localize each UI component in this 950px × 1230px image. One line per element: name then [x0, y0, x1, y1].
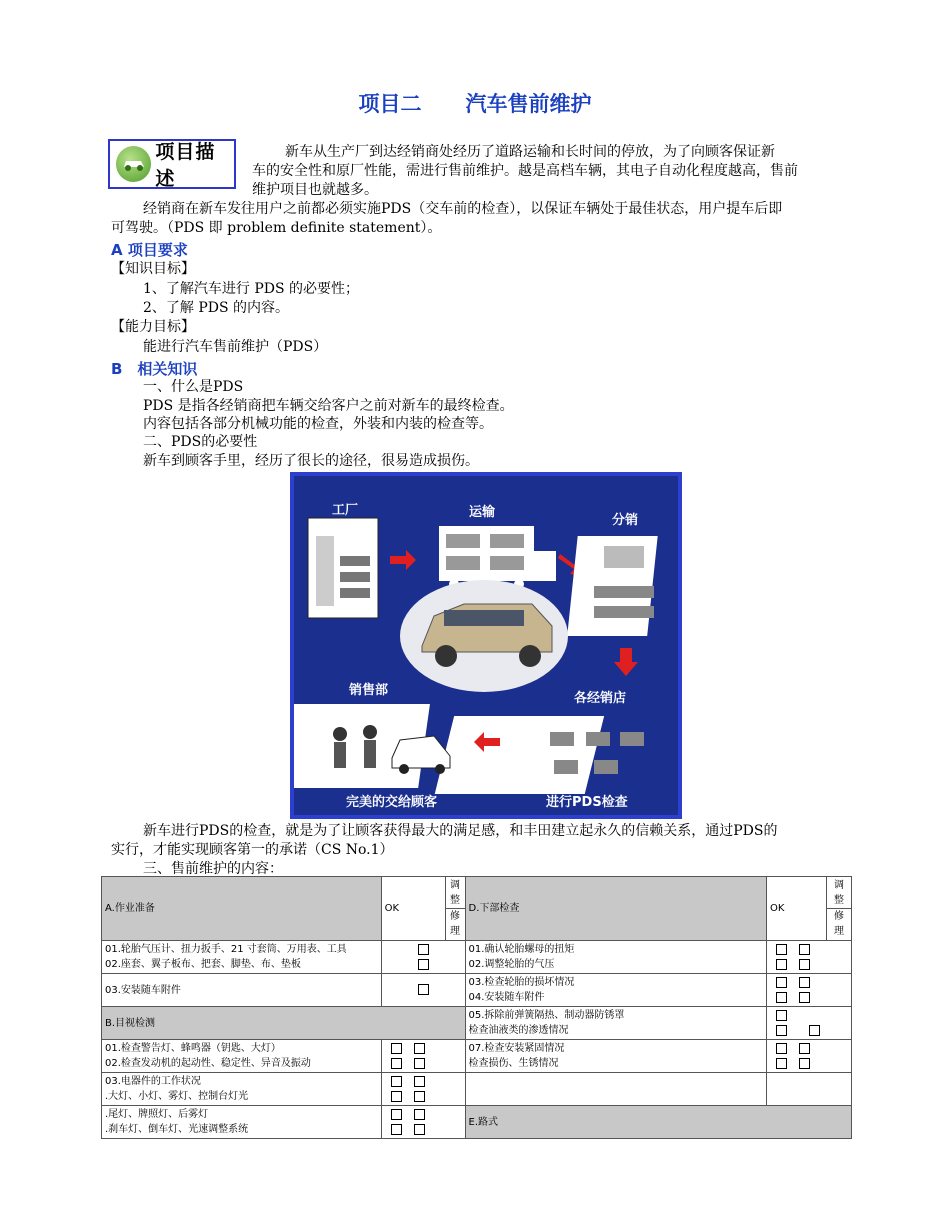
title-part2: 汽车售前维护: [465, 92, 592, 116]
checkbox[interactable]: [391, 1124, 402, 1135]
checkbox[interactable]: [391, 1058, 402, 1069]
checkbox[interactable]: [809, 1025, 820, 1036]
checkbox[interactable]: [776, 977, 787, 988]
knowledge-item-2: 2、了解 PDS 的内容。: [143, 300, 290, 316]
fig-label-transport: 运输: [469, 505, 496, 520]
header-ok-left: OK: [381, 877, 445, 941]
adjust-text-r1: 调: [833, 880, 844, 891]
header-adjust-repair-right: [826, 877, 851, 941]
checkbox[interactable]: [391, 1109, 402, 1120]
row4-right-b: 检查损伤、生锈情况: [468, 1058, 559, 1069]
b-line1: 一、什么是PDS: [143, 379, 244, 395]
checkbox[interactable]: [799, 1043, 810, 1054]
intro-line5: 可驾驶。（PDS 即 problem definite statement）。: [111, 220, 442, 236]
page-title: [0, 88, 950, 118]
row2-right-b: 04.安装随车附件: [468, 992, 545, 1003]
row4-right-a: 07.检查安装紧固情况: [468, 1043, 565, 1054]
b-line3: 内容包括各部分机械功能的检查，外装和内装的检查等。: [143, 416, 493, 432]
header-ok-right: OK: [767, 877, 827, 941]
ability-label: 【能力目标】: [111, 319, 195, 335]
pds-flow-figure: [290, 472, 682, 819]
fig-label-sales: 销售部: [349, 683, 389, 698]
checkbox[interactable]: [776, 1043, 787, 1054]
after-line1: 新车进行PDS的检查，就是为了让顾客获得最大的满足感，和丰田建立起永久的信赖关系，通过PDS的: [143, 823, 778, 839]
project-description-badge: [108, 139, 236, 189]
checkbox[interactable]: [776, 1058, 787, 1069]
row2-right: [465, 974, 767, 1007]
intro-line1: 新车从生产厂到达经销商处经历了道路运输和长时间的停放，为了向顾客保证新: [285, 144, 775, 160]
row1-right: [465, 941, 767, 974]
fig-label-dealers: 各经销店: [574, 691, 627, 706]
adjust-text-1: 调: [450, 880, 460, 891]
row3-right-b: 检查油液类的渗透情况: [468, 1025, 569, 1036]
row1-left: [102, 941, 382, 974]
row6-left-a: .尾灯、牌照灯、后雾灯: [105, 1109, 209, 1120]
row1-right-b: 02.调整轮胎的气压: [468, 959, 555, 970]
row1-left-b: 02.座套、翼子板布、把套、脚垫、布、垫板: [105, 959, 301, 970]
row6-left: [102, 1106, 382, 1139]
checkbox[interactable]: [799, 1058, 810, 1069]
row4-left-b: 02.检查发动机的起动性、稳定性、异音及振动: [105, 1058, 311, 1069]
checkbox[interactable]: [799, 959, 810, 970]
checkbox[interactable]: [414, 1058, 425, 1069]
section-b-heading: B 相关知识: [111, 360, 198, 378]
checkbox[interactable]: [776, 944, 787, 955]
fig-label-pds: 进行PDS检查: [546, 795, 628, 810]
adjust-text-2: 整: [450, 895, 460, 906]
checkbox[interactable]: [776, 1010, 787, 1021]
after-line2: 实行，才能实现顾客第一的承诺（CS No.1）: [111, 842, 394, 858]
checkbox[interactable]: [418, 959, 429, 970]
checkbox[interactable]: [799, 944, 810, 955]
checkbox[interactable]: [799, 977, 810, 988]
row3-right-a: 05.拆除前弹簧隔热、制动器防锈罩: [468, 1010, 625, 1021]
checkbox[interactable]: [776, 992, 787, 1003]
b-line5: 新车到顾客手里，经历了很长的途径，很易造成损伤。: [143, 453, 479, 469]
header-work-prep: A.作业准备: [102, 877, 382, 941]
row5-left: [102, 1073, 382, 1106]
checkbox[interactable]: [391, 1043, 402, 1054]
header-adjust-repair-left: [445, 877, 465, 941]
checkbox[interactable]: [418, 984, 429, 995]
b-line4: 二、PDS的必要性: [143, 434, 258, 450]
section-visual-inspection: B.目视检测: [102, 1007, 466, 1040]
checkbox[interactable]: [414, 1109, 425, 1120]
checkbox[interactable]: [414, 1091, 425, 1102]
row5-left-a: 03.电器件的工作状况: [105, 1076, 201, 1087]
car-icon: [116, 146, 151, 182]
intro-line2: 车的安全性和原厂性能，需进行售前维护。越是高档车辆，其电子自动化程度越高，售前: [252, 163, 798, 179]
title-part1: 项目二: [358, 92, 422, 116]
fig-label-distribution: 分销: [612, 513, 639, 528]
repair-text-r2: 理: [833, 926, 844, 937]
fig-label-handover: 完美的交给顾客: [346, 795, 438, 810]
intro-line4: 经销商在新车发往用户之前都必须实施PDS（交车前的检查），以保证车辆处于最佳状态，用户提车后即: [143, 201, 783, 217]
row2-right-a: 03.检查轮胎的损坏情况: [468, 977, 575, 988]
intro-line3: 维护项目也就越多。: [252, 182, 378, 198]
checkbox[interactable]: [414, 1076, 425, 1087]
row5-left-b: .大灯、小灯、雾灯、控制台灯光: [105, 1091, 249, 1102]
fig-label-factory: 工厂: [332, 503, 359, 518]
badge-label: 项目描述: [155, 141, 216, 190]
checkbox[interactable]: [414, 1124, 425, 1135]
knowledge-label: 【知识目标】: [111, 261, 195, 277]
after-line3: 三、售前维护的内容：: [143, 861, 283, 877]
ability-item-1: 能进行汽车售前维护（PDS）: [143, 339, 328, 355]
adjust-text-r2: 整: [833, 895, 844, 906]
section-a-heading: A 项目要求: [111, 241, 188, 259]
row6-left-b: .刹车灯、倒车灯、光速调整系统: [105, 1124, 249, 1135]
knowledge-item-1: 1、了解汽车进行 PDS 的必要性；: [143, 281, 360, 297]
checkbox[interactable]: [799, 992, 810, 1003]
checkbox[interactable]: [776, 1025, 787, 1036]
checkbox[interactable]: [414, 1043, 425, 1054]
row4-right: [465, 1040, 767, 1073]
row4-left-a: 01.检查警告灯、蜂鸣器（钥匙、大灯）: [105, 1043, 281, 1054]
row3-right: [465, 1007, 767, 1040]
row4-left: [102, 1040, 382, 1073]
repair-text-1: 修: [450, 911, 460, 922]
checkbox[interactable]: [776, 959, 787, 970]
row2-left: 03.安装随车附件: [102, 974, 382, 1007]
checkbox[interactable]: [418, 944, 429, 955]
repair-text-2: 理: [450, 926, 460, 937]
pds-checklist-table: [101, 876, 852, 1139]
section-road-test: E.路式: [465, 1106, 852, 1139]
header-underbody: D.下部检查: [465, 877, 767, 941]
row1-right-a: 01.确认轮胎螺母的扭矩: [468, 944, 575, 955]
row1-left-a: 01.轮胎气压计、扭力扳手、21 寸套筒、万用表、工具: [105, 944, 347, 955]
checkbox[interactable]: [391, 1091, 402, 1102]
checkbox[interactable]: [391, 1076, 402, 1087]
b-line2: PDS 是指各经销商把车辆交给客户之前对新车的最终检查。: [143, 398, 514, 414]
repair-text-r1: 修: [833, 911, 844, 922]
